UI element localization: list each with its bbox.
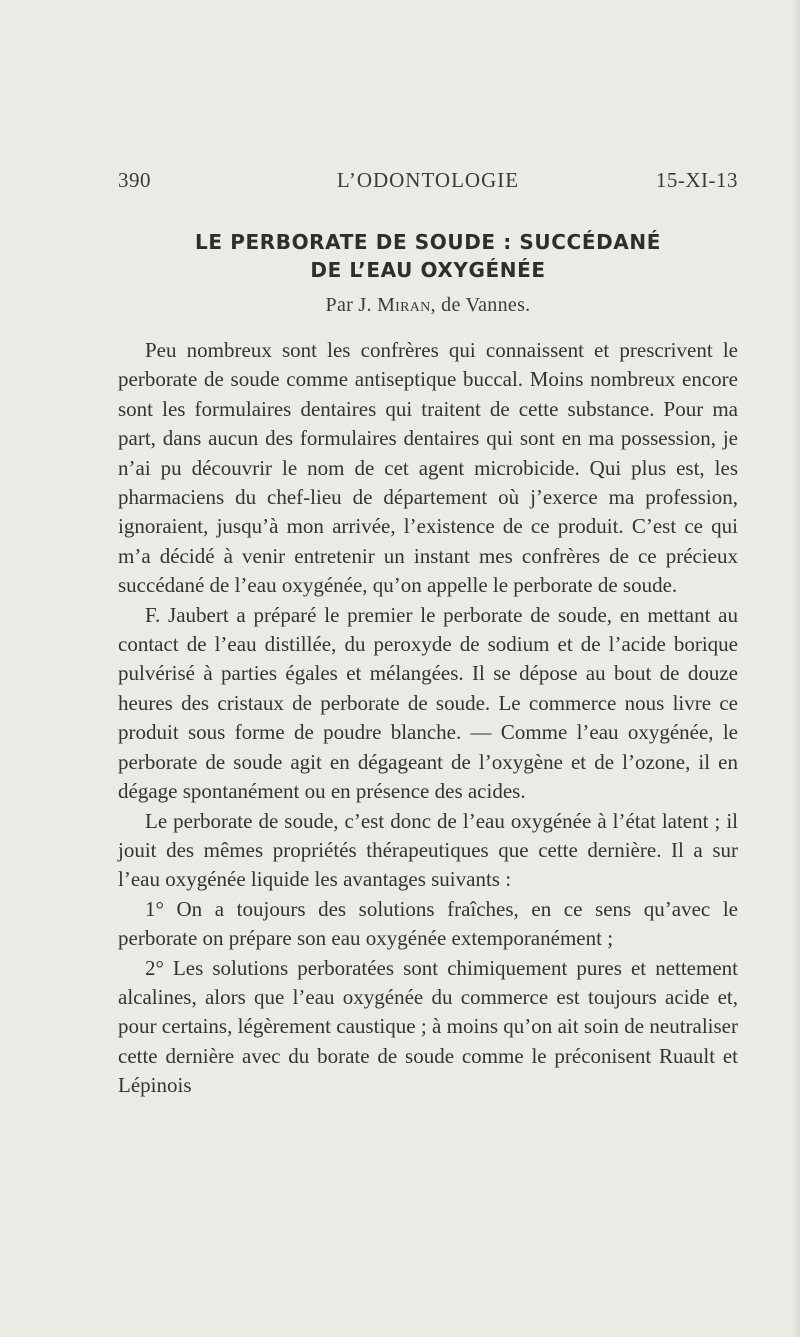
paragraph-5: 2° Les solutions perboratées sont chimiquement pures et nettement alcalines, alors que l’eau oxygénée du commerce est toujours acide et, pour certains, légèrement caustique ; à moins qu’on ait soin de neutraliser cette dernière avec du borate de soude comme le préconisent Ruault et Lépinois [118, 955, 738, 1098]
author-byline [118, 294, 738, 317]
article-title-line-1: LE PERBORATE DE SOUDE : SUCCÉDANÉ [195, 230, 661, 254]
article-title [118, 228, 738, 284]
journal-title: L’ODONTOLOGIE [336, 168, 520, 192]
article-title-line-2: DE L’EAU OXYGÉNÉE [310, 258, 546, 282]
paragraph-2: F. Jaubert a préparé le premier le perborate de soude, en mettant au contact de l’eau distillée, du peroxyde de sodium et de l’acide borique pulvérisé à parties égales et mélangées. Il se dépose au bout de douze heures des cristaux de perborate de soude. Le commerce nous livre ce produit sous forme de poudre blanche. — Comme l’eau oxygénée, le perborate de soude agit en dégageant de l’oxygène et de l’ozone, il en dégage spontanément ou en présence des acides. [118, 602, 738, 804]
page-number: 390 [118, 168, 151, 192]
running-header [118, 168, 738, 198]
author-name: Miran [377, 294, 431, 316]
paragraph-1: Peu nombreux sont les confrères qui connaissent et prescrivent le perborate de soude comme antiseptique buccal. Moins nombreux encore sont les formulaires dentaires qui traitent de cette substance. Pour ma part, dans aucun des formulaires dentaires qui sont en ma possession, je n’ai pu découvrir le nom de cet agent microbicide. Qui plus est, les pharmaciens du chef-lieu de département où j’exerce ma profession, ignoraient, jusqu’à mon arrivée, l’existence de ce produit. C’est ce qui m’a décidé à venir entretenir un instant mes confrères de ce précieux succédané de l’eau oxygénée, qu’on appelle le perborate de soude. [118, 338, 738, 598]
issue-date: 15-XI-13 [655, 168, 738, 192]
byline-prefix: Par J. [325, 294, 378, 316]
paragraph-3: Le perborate de soude, c’est donc de l’eau oxygénée à l’état latent ; il jouit des mêmes propriétés thérapeutiques que cette dernière. Il a sur l’eau oxygénée liquide les avantages suivants : [118, 808, 738, 892]
byline-suffix: , de Vannes. [430, 294, 531, 316]
paragraph-4: 1° On a toujours des solutions fraîches, en ce sens qu’avec le perborate on prépare son eau oxygénée extemporanément ; [118, 896, 738, 951]
article-body [118, 336, 738, 1101]
